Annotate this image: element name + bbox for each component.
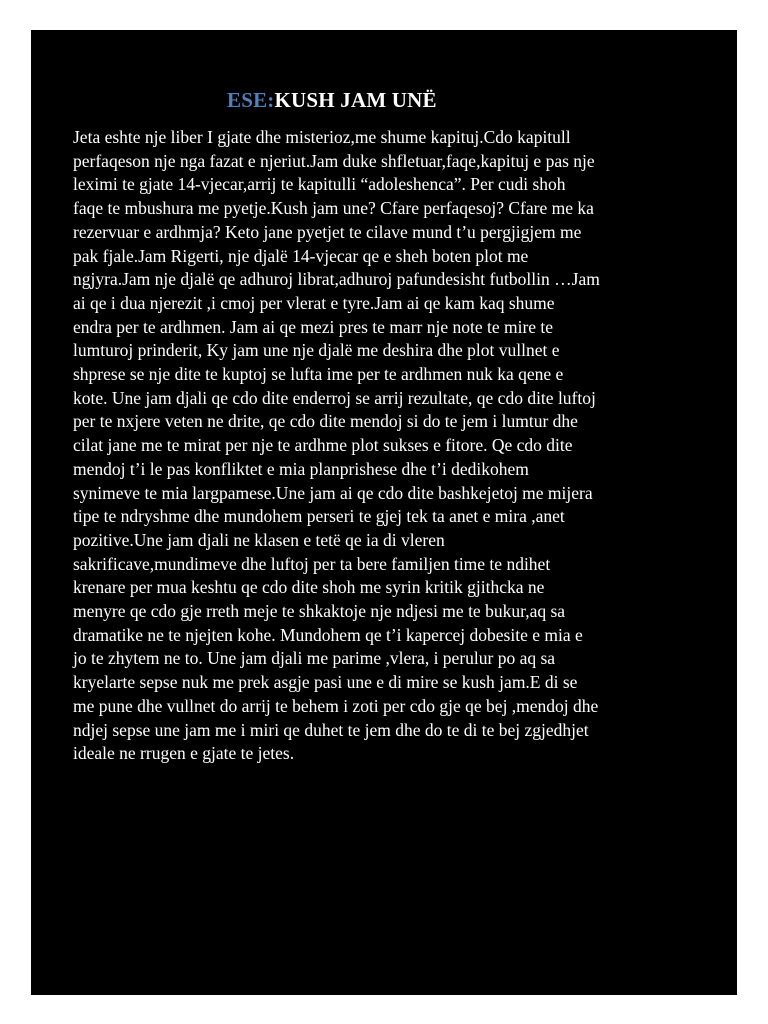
essay-line: menyre qe cdo gje rreth meje te shkaktoje nje ndjesi me te bukur,aq sa [73,601,566,622]
essay-title [227,88,437,113]
essay-line: dramatike ne te njejten kohe. Mundohem qe t’i kapercej dobesite e mia e [73,624,583,645]
essay-line: leximi te gjate 14-vjecar,arrij te kapitulli “adoleshenca”. Per cudi shoh [73,174,566,195]
essay-line: ai qe i dua njerezit ,i cmoj per vlerat e tyre.Jam ai qe kam kaq shume [73,292,555,313]
essay-line: kryelarte sepse nuk me prek asgje pasi une e di mire se kush jam.E di se [73,672,578,693]
essay-line: synimeve te mia largpamese.Une jam ai qe cdo dite bashkejetoj me mijera [73,482,593,503]
essay-line: jo te zhytem ne to. Une jam djali me parime ,vlera, i perulur po aq sa [73,648,556,669]
essay-title-prefix: ESE: [227,88,275,112]
essay-line: ndjej sepse une jam me i miri qe duhet te jem dhe do te di te bej zgjedhjet [73,719,589,740]
essay-line: pozitive.Une jam djali ne klasen e tetë qe ia di vleren [73,529,445,550]
essay-line: ideale ne rrugen e gjate te jetes. [73,743,295,764]
essay-line: pak fjale.Jam Rigerti, nje djalë 14-vjecar qe e sheh boten plot me [73,245,529,266]
essay-line: rezervuar e ardhmja? Keto jane pyetjet te cilave mund t’u pergjigjem me [73,221,582,242]
essay-line: shprese se nje dite te kuptoj se lufta ime per te ardhmen nuk ka qene e [73,364,564,385]
essay-body [73,126,698,766]
essay-title-main: KUSH JAM UNË [274,88,437,112]
essay-line: tipe te ndryshme dhe mundohem perseri te gjej tek ta anet e mira ,anet [73,506,565,527]
essay-line: sakrificave,mundimeve dhe luftoj per ta bere familjen time te ndihet [73,553,551,574]
essay-line: Jeta eshte nje liber I gjate dhe misterioz,me shume kapituj.Cdo kapitull [73,127,571,147]
essay-line: cilat jane me te mirat per nje te ardhme plot sukses e fitore. Qe cdo dite [73,435,573,456]
essay-line: perfaqeson nje nga fazat e njeriut.Jam duke shfletuar,faqe,kapituj e pas nje [73,150,595,171]
essay-line: ngjyra.Jam nje djalë qe adhuroj librat,adhuroj pafundesisht futbollin …Jam [73,269,600,290]
document-page [31,30,737,995]
essay-line: me pune dhe vullnet do arrij te behem i zoti per cdo gje qe bej ,mendoj dhe [73,695,599,716]
essay-line: krenare per mua keshtu qe cdo dite shoh me syrin kritik gjithcka ne [73,577,545,598]
essay-line: per te nxjere veten ne drite, qe cdo dite mendoj si do te jem i lumtur dhe [73,411,578,432]
essay-line: endra per te ardhmen. Jam ai qe mezi pres te marr nje note te mire te [73,316,554,337]
essay-line: kote. Une jam djali qe cdo dite enderroj se arrij rezultate, qe cdo dite luftoj [73,387,596,408]
essay-line: faqe te mbushura me pyetje.Kush jam une? Cfare perfaqesoj? Cfare me ka [73,198,594,219]
essay-line: mendoj t’i le pas konfliktet e mia planprishese dhe t’i dedikohem [73,458,529,479]
essay-line: lumturoj prinderit, Ky jam une nje djalë me deshira dhe plot vullnet e [73,340,560,361]
